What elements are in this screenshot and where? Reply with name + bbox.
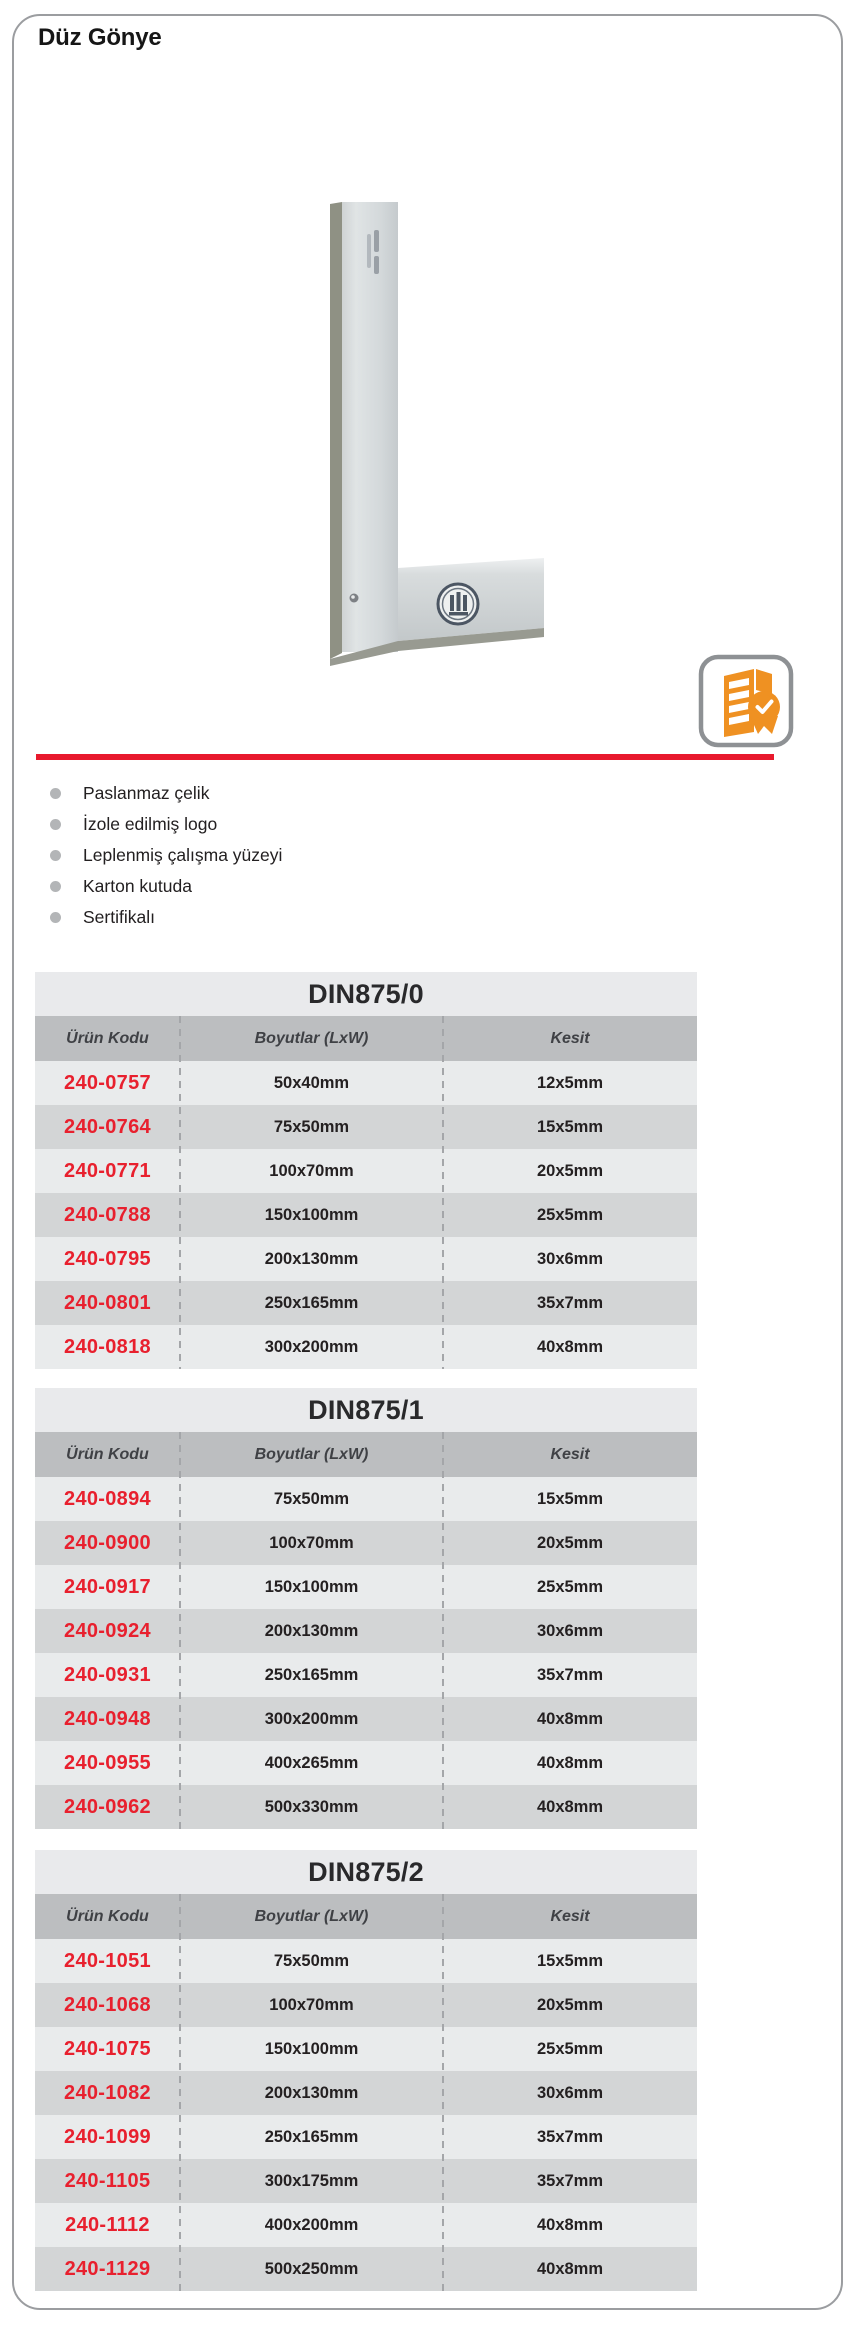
dimensions-value: 250x165mm <box>264 2127 359 2146</box>
table-title: DIN875/0 <box>35 972 697 1016</box>
column-separator <box>179 1894 181 2291</box>
kesit-value: 30x6mm <box>536 1621 604 1640</box>
kesit-value: 35x7mm <box>536 2171 604 2190</box>
kesit-value: 35x7mm <box>536 2127 604 2146</box>
kesit-value: 15x5mm <box>536 1489 604 1508</box>
product-code: 240-1099 <box>64 2125 151 2148</box>
table-row <box>35 1785 697 1829</box>
table-row <box>35 1281 697 1325</box>
dimensions-value: 300x175mm <box>264 2171 359 2190</box>
red-divider <box>36 754 774 760</box>
table-body <box>35 1477 697 1829</box>
feature-item <box>50 809 550 840</box>
column-header: Ürün Kodu <box>66 1445 149 1463</box>
dimensions-value: 300x200mm <box>264 1337 359 1356</box>
dimensions-value: 50x40mm <box>273 1073 350 1092</box>
table-row <box>35 1237 697 1281</box>
kesit-value: 40x8mm <box>536 2259 604 2278</box>
product-code: 240-0894 <box>64 1487 151 1510</box>
kesit-value: 15x5mm <box>536 1117 604 1136</box>
table-row <box>35 1939 697 1983</box>
feature-item <box>50 840 550 871</box>
bullet-icon <box>50 850 61 861</box>
feature-text: Sertifikalı <box>83 907 155 927</box>
flat-square-illustration <box>318 196 548 666</box>
kesit-value: 15x5mm <box>536 1951 604 1970</box>
product-code: 240-0795 <box>64 1247 151 1270</box>
table-title: DIN875/2 <box>35 1850 697 1894</box>
table-row <box>35 1521 697 1565</box>
column-header: Kesit <box>550 1445 590 1463</box>
table-row <box>35 1325 697 1369</box>
table-row <box>35 2027 697 2071</box>
product-code: 240-0955 <box>64 1751 151 1774</box>
dimensions-value: 200x130mm <box>264 1621 359 1640</box>
dimensions-value: 300x200mm <box>264 1709 359 1728</box>
table-row <box>35 1565 697 1609</box>
product-code: 240-0924 <box>64 1619 151 1642</box>
dimensions-value: 200x130mm <box>264 1249 359 1268</box>
bullet-icon <box>50 881 61 892</box>
feature-item <box>50 778 550 809</box>
table-header-row <box>35 1894 697 1939</box>
product-code: 240-0948 <box>64 1707 151 1730</box>
table-row <box>35 1983 697 2027</box>
product-code: 240-0818 <box>64 1335 151 1358</box>
table-row <box>35 2247 697 2291</box>
product-code: 240-0962 <box>64 1795 151 1818</box>
feature-text: Karton kutuda <box>83 876 192 896</box>
table-row <box>35 1149 697 1193</box>
kesit-value: 20x5mm <box>536 1533 604 1552</box>
table-row <box>35 2203 697 2247</box>
product-code: 240-1051 <box>64 1949 151 1972</box>
column-separator <box>442 1432 444 1829</box>
column-separator <box>442 1894 444 2291</box>
dimensions-value: 400x265mm <box>264 1753 359 1772</box>
product-image <box>318 196 548 666</box>
feature-list <box>50 778 550 933</box>
column-separator <box>179 1016 181 1369</box>
kesit-value: 40x8mm <box>536 1709 604 1728</box>
kesit-value: 40x8mm <box>536 2215 604 2234</box>
column-separator <box>179 1432 181 1829</box>
table-row <box>35 2159 697 2203</box>
kesit-value: 35x7mm <box>536 1665 604 1684</box>
column-header: Ürün Kodu <box>66 1907 149 1925</box>
column-header: Ürün Kodu <box>66 1029 149 1047</box>
kesit-value: 12x5mm <box>536 1073 604 1092</box>
dimensions-value: 100x70mm <box>269 1533 354 1552</box>
kesit-value: 40x8mm <box>536 1797 604 1816</box>
table-header-row <box>35 1016 697 1061</box>
product-code: 240-1075 <box>64 2037 151 2060</box>
dimensions-value: 75x50mm <box>273 1489 350 1508</box>
table-row <box>35 1061 697 1105</box>
dimensions-value: 250x165mm <box>264 1665 359 1684</box>
certificate-badge-icon <box>698 654 794 748</box>
kesit-value: 30x6mm <box>536 1249 604 1268</box>
feature-text: Leplenmiş çalışma yüzeyi <box>83 845 283 865</box>
product-code: 240-1082 <box>64 2081 151 2104</box>
kesit-value: 25x5mm <box>536 2039 604 2058</box>
dimensions-value: 100x70mm <box>269 1161 354 1180</box>
kesit-value: 30x6mm <box>536 2083 604 2102</box>
feature-text: Paslanmaz çelik <box>83 783 210 803</box>
product-code: 240-1105 <box>64 2169 151 2192</box>
product-code: 240-0764 <box>64 1115 151 1138</box>
dimensions-value: 75x50mm <box>273 1117 350 1136</box>
column-header: Boyutlar (LxW) <box>254 1445 369 1463</box>
dimensions-value: 100x70mm <box>269 1995 354 2014</box>
table-row <box>35 1697 697 1741</box>
dimensions-value: 500x330mm <box>264 1797 359 1816</box>
product-code: 240-0931 <box>64 1663 151 1686</box>
feature-text: İzole edilmiş logo <box>83 814 218 834</box>
bullet-icon <box>50 788 61 799</box>
dimensions-value: 250x165mm <box>264 1293 359 1312</box>
table-row <box>35 1477 697 1521</box>
product-code: 240-1068 <box>64 1993 151 2016</box>
bullet-icon <box>50 912 61 923</box>
dimensions-value: 150x100mm <box>264 2039 359 2058</box>
dimensions-value: 200x130mm <box>264 2083 359 2102</box>
kesit-value: 20x5mm <box>536 1995 604 2014</box>
brand-emblem-icon <box>438 584 478 624</box>
table-body <box>35 1939 697 2291</box>
kesit-value: 35x7mm <box>536 1293 604 1312</box>
table-row <box>35 1193 697 1237</box>
column-header: Kesit <box>550 1029 590 1047</box>
feature-item <box>50 902 550 933</box>
kesit-value: 20x5mm <box>536 1161 604 1180</box>
table-row <box>35 1653 697 1697</box>
dimensions-value: 75x50mm <box>273 1951 350 1970</box>
feature-item <box>50 871 550 902</box>
spec-table <box>35 972 697 1369</box>
kesit-value: 40x8mm <box>536 1753 604 1772</box>
dimensions-value: 150x100mm <box>264 1205 359 1224</box>
table-body <box>35 1061 697 1369</box>
spec-table <box>35 1388 697 1829</box>
table-row <box>35 1741 697 1785</box>
dimensions-value: 400x200mm <box>264 2215 359 2234</box>
kesit-value: 40x8mm <box>536 1337 604 1356</box>
product-code: 240-0900 <box>64 1531 151 1554</box>
column-header: Boyutlar (LxW) <box>254 1907 369 1925</box>
table-row <box>35 2071 697 2115</box>
dimensions-value: 500x250mm <box>264 2259 359 2278</box>
product-code: 240-0757 <box>64 1071 151 1094</box>
kesit-value: 25x5mm <box>536 1205 604 1224</box>
table-row <box>35 1105 697 1149</box>
column-header: Kesit <box>550 1907 590 1925</box>
column-separator <box>442 1016 444 1369</box>
column-header: Boyutlar (LxW) <box>254 1029 369 1047</box>
dimensions-value: 150x100mm <box>264 1577 359 1596</box>
product-code: 240-0771 <box>64 1159 151 1182</box>
product-code: 240-0788 <box>64 1203 151 1226</box>
product-code: 240-0801 <box>64 1291 151 1314</box>
page-title: Düz Gönye <box>38 24 162 51</box>
table-row <box>35 2115 697 2159</box>
product-code: 240-1129 <box>64 2257 151 2280</box>
product-code: 240-1112 <box>65 2213 150 2236</box>
bullet-icon <box>50 819 61 830</box>
spec-table <box>35 1850 697 2291</box>
table-title: DIN875/1 <box>35 1388 697 1432</box>
kesit-value: 25x5mm <box>536 1577 604 1596</box>
table-header-row <box>35 1432 697 1477</box>
product-code: 240-0917 <box>64 1575 151 1598</box>
table-row <box>35 1609 697 1653</box>
